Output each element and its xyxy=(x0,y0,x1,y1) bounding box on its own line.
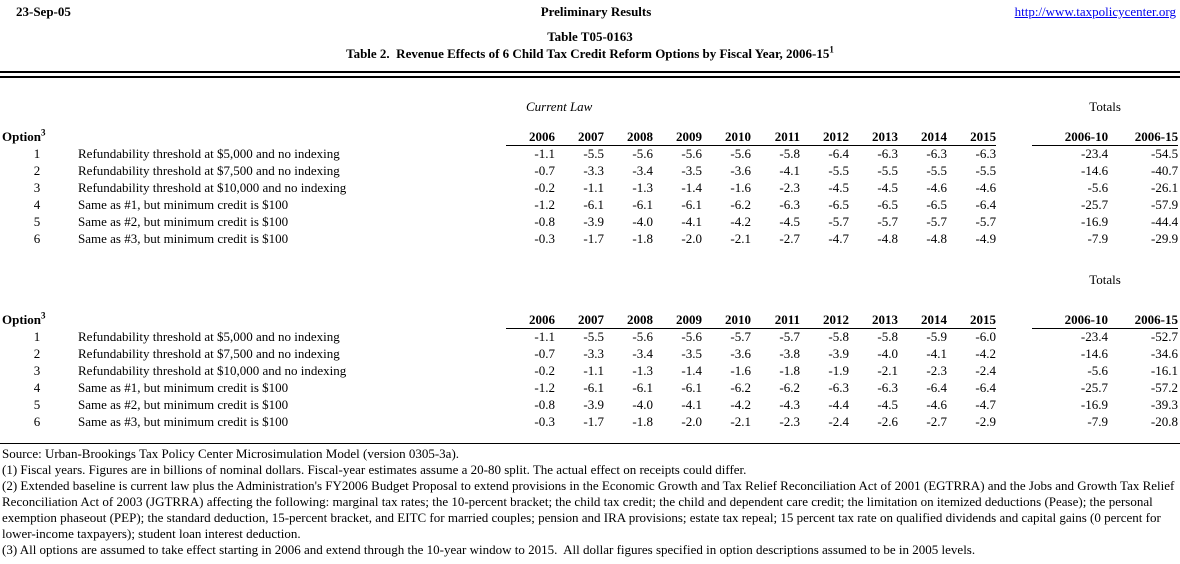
value-2013: -6.3 xyxy=(877,380,898,395)
value-2008: -4.0 xyxy=(632,214,653,229)
value-2013: -2.6 xyxy=(877,414,898,429)
year-header-2006: 2006 xyxy=(506,115,555,145)
total-2006-15: -26.1 xyxy=(1151,180,1179,195)
value-2008: -5.6 xyxy=(632,329,653,344)
value-2008: -5.6 xyxy=(632,146,653,161)
value-2006: -0.8 xyxy=(534,214,555,229)
total-2006-15: -40.7 xyxy=(1151,163,1179,178)
value-2011: -6.2 xyxy=(779,380,800,395)
value-2013: -5.8 xyxy=(877,329,898,344)
value-2014: -6.3 xyxy=(926,146,947,161)
total-2006-10: -5.6 xyxy=(1087,180,1109,195)
value-2014: -4.1 xyxy=(926,346,947,361)
spacer-cell xyxy=(2,99,506,115)
value-2008: -6.1 xyxy=(632,380,653,395)
value-2011: -4.3 xyxy=(779,397,800,412)
total-2006-10: -23.4 xyxy=(1080,329,1108,344)
baseline-label xyxy=(506,272,996,288)
spacer-cell xyxy=(996,288,1032,328)
value-2006: -0.2 xyxy=(534,363,555,378)
value-2010: -1.6 xyxy=(730,180,751,195)
total-2006-10: -16.9 xyxy=(1081,214,1109,229)
value-2011: -4.5 xyxy=(779,214,800,229)
option-description: Same as #1, but minimum credit is $100 xyxy=(78,197,289,212)
value-2013: -6.5 xyxy=(877,197,898,212)
footnote-1: (1) Fiscal years. Figures are in billions of nominal dollars. Fiscal-year estimates assume a 20-80 split. The actual effect on receipts could differ. xyxy=(2,462,747,477)
totals-header-2006-10: 2006-10 xyxy=(1032,115,1108,145)
title-block xyxy=(0,28,1180,62)
total-2006-15: -44.4 xyxy=(1151,214,1179,229)
total-2006-10: -7.9 xyxy=(1087,414,1108,429)
option-row xyxy=(2,179,1178,196)
value-2014: -5.5 xyxy=(926,163,947,178)
option-description: Same as #3, but minimum credit is $100 xyxy=(78,231,289,246)
footnote-2: (2) Extended baseline is current law plus the Administration's FY2006 Budget Proposal to extend provisions in the Economic Growth and Tax Relief Reconciliation Act of 2001 (EGTRRA) and the Jobs and Growth Tax Relief Reconciliation Act of 2003 (JGTRRA) affecting the following: marginal tax rates; the 10-percent bracket; the child tax credit; the child and dependent care credit; the limitation on itemized deductions (Pease); the personal exemption phaseout (PEP); the standard deduction, 15-percent bracket, and EITC for married couples; pension and IRA provisions; estate tax repeal; 15 percent tax rate on qualified dividends and capital gains (0 percent for lower-income taxpayers); student loan interest deduction. xyxy=(2,478,1178,541)
source-note: Source: Urban-Brookings Tax Policy Center Microsimulation Model (version 0305-3a). xyxy=(2,446,460,461)
spacer-cell xyxy=(996,115,1032,145)
value-2015: -4.2 xyxy=(975,346,996,361)
year-header-2015: 2015 xyxy=(947,115,996,145)
value-2007: -1.1 xyxy=(583,180,604,195)
value-2015: -6.4 xyxy=(975,380,996,395)
spacer-cell xyxy=(996,196,1032,213)
option-row xyxy=(2,230,1178,247)
value-2012: -6.5 xyxy=(828,197,849,212)
option-description: Same as #3, but minimum credit is $100 xyxy=(78,414,289,429)
spacer-cell xyxy=(996,413,1032,430)
tpc-link[interactable]: http://www.taxpolicycenter.org xyxy=(1014,4,1176,19)
table-title xyxy=(0,45,1180,62)
value-2015: -5.7 xyxy=(975,214,997,229)
year-header-2011: 2011 xyxy=(751,115,800,145)
value-2009: -4.1 xyxy=(681,214,702,229)
value-2012: -5.7 xyxy=(828,214,849,229)
value-2011: -5.8 xyxy=(779,146,800,161)
option-row xyxy=(2,345,1178,362)
spacer-cell xyxy=(996,379,1032,396)
option-footnote-marker: 3 xyxy=(41,310,46,321)
value-2007: -1.7 xyxy=(583,231,604,246)
value-2008: -3.4 xyxy=(632,346,653,361)
option-label: Option xyxy=(2,312,42,327)
option-description: Refundability threshold at $7,500 and no indexing xyxy=(78,163,340,178)
total-2006-10: -14.6 xyxy=(1080,346,1108,361)
title-footnote-marker: 1 xyxy=(829,44,834,55)
year-header-2015: 2015 xyxy=(947,288,996,328)
value-2011: -2.7 xyxy=(779,231,800,246)
value-2007: -3.3 xyxy=(583,346,604,361)
total-2006-15: -54.5 xyxy=(1151,146,1179,161)
option-number: 1 xyxy=(33,329,41,344)
value-2010: -3.6 xyxy=(730,163,751,178)
value-2011: -6.3 xyxy=(779,197,800,212)
option-row xyxy=(2,413,1178,430)
total-2006-15: -20.8 xyxy=(1150,414,1178,429)
year-header-2008: 2008 xyxy=(604,115,653,145)
preliminary-results-label: Preliminary Results xyxy=(540,4,652,19)
value-2013: -4.0 xyxy=(877,346,898,361)
value-2006: -1.2 xyxy=(534,380,555,395)
spacer-cell xyxy=(996,99,1032,115)
total-2006-15: -52.7 xyxy=(1150,329,1178,344)
value-2009: -2.0 xyxy=(681,414,702,429)
value-2013: -4.8 xyxy=(877,231,898,246)
double-rule-divider xyxy=(0,71,1180,78)
value-2006: -0.3 xyxy=(534,414,555,429)
value-2013: -4.5 xyxy=(877,180,898,195)
value-2015: -5.5 xyxy=(975,163,997,178)
year-header-2009: 2009 xyxy=(653,288,702,328)
total-2006-15: -57.9 xyxy=(1151,197,1179,212)
value-2015: -6.0 xyxy=(975,329,996,344)
spacer-cell xyxy=(996,362,1032,379)
value-2006: -1.1 xyxy=(534,329,555,344)
year-header-2008: 2008 xyxy=(604,288,653,328)
option-description: Refundability threshold at $5,000 and no indexing xyxy=(78,146,340,161)
option-description: Same as #1, but minimum credit is $100 xyxy=(78,380,289,395)
total-2006-15: -34.6 xyxy=(1150,346,1178,361)
table-number-title: Table T05-0163 xyxy=(547,29,633,44)
value-2010: -4.2 xyxy=(730,397,751,412)
value-2011: -3.8 xyxy=(779,346,800,361)
option-row xyxy=(2,396,1178,413)
option-number: 1 xyxy=(33,146,41,161)
option-row xyxy=(2,362,1178,379)
total-2006-10: -5.6 xyxy=(1087,363,1108,378)
year-header-2012: 2012 xyxy=(800,115,849,145)
value-2011: -2.3 xyxy=(779,180,800,195)
totals-header-2006-10: 2006-10 xyxy=(1032,288,1108,328)
page-header xyxy=(0,0,1180,19)
value-2008: -1.8 xyxy=(632,414,653,429)
year-header-2012: 2012 xyxy=(800,288,849,328)
option-number: 3 xyxy=(33,180,41,195)
footnotes xyxy=(0,444,1180,558)
option-row xyxy=(2,328,1178,345)
spacer-cell xyxy=(996,162,1032,179)
option-row xyxy=(2,145,1178,162)
value-2006: -0.8 xyxy=(534,397,555,412)
option-label: Option xyxy=(2,129,42,144)
option-row xyxy=(2,379,1178,396)
value-2006: -0.2 xyxy=(534,180,555,195)
value-2010: -5.6 xyxy=(730,146,751,161)
option-number: 6 xyxy=(33,231,41,246)
value-2012: -1.9 xyxy=(828,363,849,378)
total-2006-15: -16.1 xyxy=(1150,363,1178,378)
spacer-cell xyxy=(996,179,1032,196)
spacer-cell xyxy=(996,230,1032,247)
total-2006-10: -14.6 xyxy=(1081,163,1109,178)
option-number: 5 xyxy=(33,214,41,229)
total-2006-10: -7.9 xyxy=(1087,231,1109,246)
value-2012: -6.3 xyxy=(828,380,849,395)
value-2013: -5.7 xyxy=(877,214,898,229)
year-header-2009: 2009 xyxy=(653,115,702,145)
value-2006: -1.1 xyxy=(534,146,555,161)
total-2006-15: -39.3 xyxy=(1150,397,1178,412)
value-2013: -2.1 xyxy=(877,363,898,378)
totals-label: Totals xyxy=(1089,272,1121,287)
value-2006: -0.7 xyxy=(534,346,555,361)
value-2007: -3.3 xyxy=(583,163,604,178)
value-2010: -6.2 xyxy=(730,380,751,395)
value-2010: -1.6 xyxy=(730,363,751,378)
total-2006-10: -23.4 xyxy=(1081,146,1109,161)
value-2015: -4.6 xyxy=(975,180,997,195)
option-number: 5 xyxy=(33,397,41,412)
value-2007: -5.5 xyxy=(583,146,604,161)
value-2011: -5.7 xyxy=(779,329,800,344)
value-2015: -2.4 xyxy=(975,363,996,378)
option-description: Refundability threshold at $10,000 and no indexing xyxy=(78,363,347,378)
value-2012: -5.8 xyxy=(828,329,849,344)
totals-label: Totals xyxy=(1089,99,1121,114)
option-number: 2 xyxy=(33,163,41,178)
option-number: 4 xyxy=(33,380,41,395)
value-2007: -5.5 xyxy=(583,329,604,344)
option-description: Same as #2, but minimum credit is $100 xyxy=(78,397,289,412)
value-2015: -6.4 xyxy=(975,197,997,212)
value-2012: -4.4 xyxy=(828,397,849,412)
value-2014: -4.6 xyxy=(926,397,947,412)
value-2015: -4.9 xyxy=(975,231,997,246)
value-2010: -5.7 xyxy=(730,329,751,344)
year-header-2013: 2013 xyxy=(849,115,898,145)
table-title-text: Table 2. Revenue Effects of 6 Child Tax Credit Reform Options by Fiscal Year, 2006-15 xyxy=(346,46,830,61)
totals-header-2006-15: 2006-15 xyxy=(1108,115,1178,145)
total-2006-10: -25.7 xyxy=(1081,197,1109,212)
spacer-cell xyxy=(996,396,1032,413)
value-2007: -6.1 xyxy=(583,197,604,212)
value-2010: -2.1 xyxy=(730,414,751,429)
value-2012: -5.5 xyxy=(828,163,849,178)
value-2010: -3.6 xyxy=(730,346,751,361)
footnote-3: (3) All options are assumed to take effect starting in 2006 and extend through the 10-year window to 2015. All dollar figures specified in option descriptions assumed to be in 2005 levels. xyxy=(2,542,976,557)
option-description: Refundability threshold at $5,000 and no indexing xyxy=(78,329,340,344)
option-description: Refundability threshold at $10,000 and no indexing xyxy=(78,180,347,195)
value-2015: -4.7 xyxy=(975,397,996,412)
option-row xyxy=(2,196,1178,213)
value-2009: -6.1 xyxy=(681,197,702,212)
value-2007: -3.9 xyxy=(583,397,604,412)
total-2006-10: -25.7 xyxy=(1080,380,1108,395)
spacer-cell xyxy=(996,213,1032,230)
value-2010: -4.2 xyxy=(730,214,751,229)
value-2011: -2.3 xyxy=(779,414,800,429)
value-2012: -3.9 xyxy=(828,346,849,361)
value-2015: -2.9 xyxy=(975,414,996,429)
totals-header-2006-15: 2006-15 xyxy=(1108,288,1178,328)
value-2007: -3.9 xyxy=(583,214,604,229)
revenue-table-extended-baseline xyxy=(2,272,1178,430)
value-2006: -0.3 xyxy=(534,231,555,246)
option-number: 4 xyxy=(33,197,41,212)
value-2013: -6.3 xyxy=(877,146,898,161)
option-footnote-marker: 3 xyxy=(41,127,46,138)
value-2010: -6.2 xyxy=(730,197,751,212)
year-header-2010: 2010 xyxy=(702,115,751,145)
value-2013: -5.5 xyxy=(877,163,898,178)
total-2006-15: -29.9 xyxy=(1151,231,1179,246)
value-2014: -5.7 xyxy=(926,214,947,229)
value-2008: -1.3 xyxy=(632,363,653,378)
value-2008: -3.4 xyxy=(632,163,653,178)
value-2007: -1.7 xyxy=(583,414,604,429)
value-2010: -2.1 xyxy=(730,231,751,246)
value-2013: -4.5 xyxy=(877,397,898,412)
value-2012: -6.4 xyxy=(828,146,849,161)
year-header-2007: 2007 xyxy=(555,288,604,328)
revenue-table-current-law xyxy=(2,99,1178,247)
value-2009: -4.1 xyxy=(681,397,702,412)
value-2006: -0.7 xyxy=(534,163,555,178)
option-number: 2 xyxy=(33,346,41,361)
spacer-cell xyxy=(996,272,1032,288)
option-row xyxy=(2,213,1178,230)
spacer-cell xyxy=(996,145,1032,162)
value-2009: -6.1 xyxy=(681,380,702,395)
value-2009: -5.6 xyxy=(681,329,702,344)
option-row xyxy=(2,162,1178,179)
value-2012: -2.4 xyxy=(828,414,849,429)
report-date: 23-Sep-05 xyxy=(16,4,71,19)
year-header-2014: 2014 xyxy=(898,115,947,145)
value-2009: -5.6 xyxy=(681,146,702,161)
total-2006-15: -57.2 xyxy=(1150,380,1178,395)
value-2014: -6.5 xyxy=(926,197,947,212)
option-number: 3 xyxy=(33,363,41,378)
value-2008: -6.1 xyxy=(632,197,653,212)
value-2014: -4.6 xyxy=(926,180,947,195)
value-2014: -2.7 xyxy=(926,414,947,429)
value-2011: -4.1 xyxy=(779,163,800,178)
spacer-cell xyxy=(996,345,1032,362)
value-2014: -2.3 xyxy=(926,363,947,378)
spacer-cell xyxy=(996,328,1032,345)
option-column-header xyxy=(2,115,506,145)
option-number: 6 xyxy=(33,414,41,429)
value-2009: -1.4 xyxy=(681,180,702,195)
value-2008: -1.8 xyxy=(632,231,653,246)
value-2012: -4.5 xyxy=(828,180,849,195)
value-2014: -6.4 xyxy=(926,380,947,395)
value-2014: -5.9 xyxy=(926,329,947,344)
option-description: Refundability threshold at $7,500 and no indexing xyxy=(78,346,340,361)
option-column-header xyxy=(2,288,506,328)
value-2014: -4.8 xyxy=(926,231,947,246)
value-2011: -1.8 xyxy=(779,363,800,378)
value-2009: -2.0 xyxy=(681,231,702,246)
total-2006-10: -16.9 xyxy=(1080,397,1108,412)
value-2009: -1.4 xyxy=(681,363,702,378)
year-header-2014: 2014 xyxy=(898,288,947,328)
baseline-label: Current Law xyxy=(526,99,593,114)
year-header-2011: 2011 xyxy=(751,288,800,328)
value-2012: -4.7 xyxy=(828,231,849,246)
year-header-2007: 2007 xyxy=(555,115,604,145)
year-header-2013: 2013 xyxy=(849,288,898,328)
value-2007: -1.1 xyxy=(583,363,604,378)
value-2007: -6.1 xyxy=(583,380,604,395)
value-2009: -3.5 xyxy=(681,346,702,361)
spacer-cell xyxy=(2,272,506,288)
year-header-2010: 2010 xyxy=(702,288,751,328)
year-header-2006: 2006 xyxy=(506,288,555,328)
value-2008: -4.0 xyxy=(632,397,653,412)
value-2008: -1.3 xyxy=(632,180,653,195)
value-2009: -3.5 xyxy=(681,163,702,178)
option-description: Same as #2, but minimum credit is $100 xyxy=(78,214,289,229)
value-2015: -6.3 xyxy=(975,146,997,161)
value-2006: -1.2 xyxy=(534,197,555,212)
